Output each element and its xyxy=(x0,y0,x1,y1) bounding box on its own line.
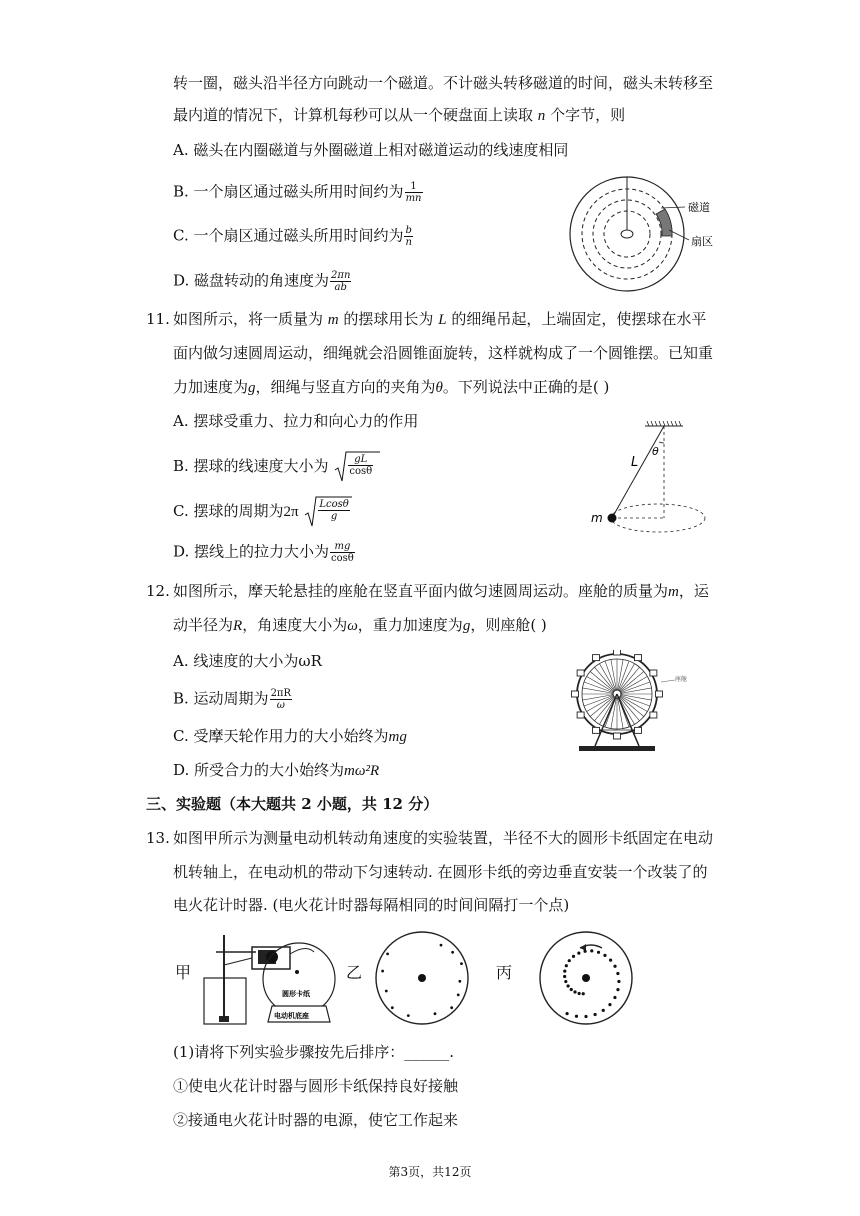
q13-number: 13. xyxy=(146,829,170,847)
cabin-icon xyxy=(650,670,657,676)
q11-line3: 力加速度为g，细绳与竖直方向的夹角为θ。下列说法中正确的是( ) xyxy=(173,378,610,396)
q12-option-a: A. 线速度的大小为ωR xyxy=(173,652,322,670)
spark-dot xyxy=(575,1015,578,1018)
q11-option-b: B. 摆球的线速度大小为 $\frac{gL}{\cos\theta}$ xyxy=(173,450,381,484)
spark-dot xyxy=(565,1012,568,1015)
spark-dot xyxy=(407,1014,410,1017)
spark-dot xyxy=(590,949,593,952)
spark-dot xyxy=(602,1009,605,1012)
q11-number: 11. xyxy=(146,310,170,328)
cabin-icon xyxy=(577,712,584,718)
spark-dot xyxy=(616,988,619,991)
spark-dot xyxy=(386,953,389,956)
q12-line1: 如图所示，摩天轮悬挂的座舱在竖直平面内做匀速圆周运动。座舱的质量为m，运 xyxy=(173,582,709,600)
spark-dot xyxy=(566,984,569,987)
spark-dot xyxy=(563,970,566,973)
spark-dot xyxy=(434,1012,437,1015)
mass-label: m xyxy=(591,511,603,525)
spark-dot xyxy=(609,959,612,962)
q11-option-d: D. 摆线上的拉力大小为 $\frac{mg}{\cos\theta}$ xyxy=(173,541,354,564)
q13-line3: 电火花计时器. (电火花计时器每隔相同的时间间隔打一个点) xyxy=(173,896,570,914)
q13-step-2: ②接通电火花计时器的电源，使它工作起来 xyxy=(173,1111,459,1129)
q11-option-a: A. 摆球受重力、拉力和向心力的作用 xyxy=(173,412,419,430)
spark-dot xyxy=(460,962,463,965)
q11-line2: 面内做匀速圆周运动，细绳就会沿圆锥面旋转，这样就构成了一个圆锥摆。已知重 xyxy=(173,344,714,362)
spark-dot xyxy=(582,992,585,995)
cabin-icon xyxy=(614,733,621,739)
length-label: L xyxy=(631,455,639,470)
ferris-wheel-figure xyxy=(565,650,700,760)
spark-dot xyxy=(570,988,573,991)
track-label: 磁道 xyxy=(688,201,710,214)
spark-dot xyxy=(577,952,580,955)
card-label: 圆形卡纸 xyxy=(282,990,310,998)
spark-dot xyxy=(381,970,384,973)
spark-dot xyxy=(597,951,600,954)
page-footer: 第3页，共12页 xyxy=(388,1165,472,1179)
spark-dot xyxy=(391,1006,394,1009)
spark-dot xyxy=(578,992,581,995)
cabin-icon xyxy=(614,650,621,655)
theta-label: θ xyxy=(652,445,659,458)
q11-option-c: C. 摆球的周期为2π $\frac{Lcos\theta}{g}$ xyxy=(173,495,353,529)
cabin-icon xyxy=(572,691,579,697)
q13-step-1: ①使电火花计时器与圆形卡纸保持良好接触 xyxy=(173,1077,459,1095)
fig-bing-label: 丙 xyxy=(496,963,513,982)
cabin-icon xyxy=(593,727,600,733)
disk-figure xyxy=(565,172,735,297)
spark-dot xyxy=(613,996,616,999)
spark-dot xyxy=(573,990,576,993)
q12-option-c: C. 受摩天轮作用力的大小始终为mg xyxy=(173,727,407,745)
spark-dot xyxy=(572,955,575,958)
q10-line1: 转一圈，磁头沿半径方向跳动一个磁道。不计磁头转移磁道的时间，磁头未转移至 xyxy=(173,74,714,92)
cabin-icon xyxy=(656,691,663,697)
q10-option-a: A. 磁头在内圈磁道与外圈磁道上相对磁道运动的线速度相同 xyxy=(173,141,569,159)
q12-option-b: B. 运动周期为 $\frac{2\pi R}{\omega}$ xyxy=(173,688,292,711)
section-3-heading: 三、实验题（本大题共 2 小题，共 12 分） xyxy=(146,795,439,813)
fig-yi-label: 乙 xyxy=(346,963,363,982)
q11-line1: 如图所示，将一质量为 m 的摆球用长为 L 的细绳吊起，上端固定，使摆球在水平 xyxy=(173,310,707,328)
spark-dot xyxy=(608,1003,611,1006)
cabin-icon xyxy=(650,712,657,718)
spark-dot xyxy=(593,1013,596,1016)
q10-option-d: D. 磁盘转动的角速度为 $\frac{2\pi n}{ab}$ xyxy=(173,270,351,293)
spark-dot xyxy=(563,975,566,978)
cabin-icon xyxy=(593,655,600,661)
spark-dot xyxy=(617,980,620,983)
spark-dot xyxy=(565,964,568,967)
q10-line2: 最内道的情况下，计算机每秒可以从一个硬盘面上读取 n 个字节，则 xyxy=(173,106,626,124)
conical-pendulum-figure xyxy=(585,420,715,545)
spark-dot xyxy=(616,972,619,975)
cabin-label: 座舱 xyxy=(675,676,688,683)
q10-option-c: C. 一个扇区通过磁头所用时间约为 $\frac{b}{n}$ xyxy=(173,225,412,248)
spark-dot xyxy=(451,951,454,954)
cabin-icon xyxy=(635,655,642,661)
spark-dot xyxy=(568,959,571,962)
card-yi-figure xyxy=(372,928,472,1028)
card-bing-figure xyxy=(536,928,636,1028)
cabin-icon xyxy=(577,670,584,676)
spark-dot xyxy=(603,954,606,957)
q12-number: 12. xyxy=(146,582,170,600)
spark-dot xyxy=(583,950,586,953)
spark-dot xyxy=(458,980,461,983)
q13-line1: 如图甲所示为测量电动机转动角速度的实验装置，半径不大的圆形卡纸固定在电动 xyxy=(173,829,714,847)
q13-subquestion-1: (1)请将下列实验步骤按先后排序：______. xyxy=(173,1043,455,1061)
q12-option-d: D. 所受合力的大小始终为mω²R xyxy=(173,761,380,779)
cabin-icon xyxy=(635,727,642,733)
q10-option-b: B. 一个扇区通过磁头所用时间约为 $\frac{1}{mn}$ xyxy=(173,181,422,204)
apparatus-figure xyxy=(196,930,336,1028)
spark-dot xyxy=(457,994,460,997)
spark-dot xyxy=(564,980,567,983)
q12-line2: 动半径为R，角速度大小为ω，重力加速度为g，则座舱( ) xyxy=(173,616,547,634)
spark-dot xyxy=(440,944,443,947)
spark-dot xyxy=(613,965,616,968)
fig-jia-label: 甲 xyxy=(175,963,192,982)
spark-dot xyxy=(450,1006,453,1009)
sector-label: 扇区 xyxy=(691,235,713,248)
spark-dot xyxy=(385,990,388,993)
spark-dot xyxy=(584,1015,587,1018)
motor-base-label: 电动机底座 xyxy=(274,1012,309,1020)
q13-line2: 机转轴上，在电动机的带动下匀速转动. 在圆形卡纸的旁边垂直安装一个改装了的 xyxy=(173,863,708,881)
